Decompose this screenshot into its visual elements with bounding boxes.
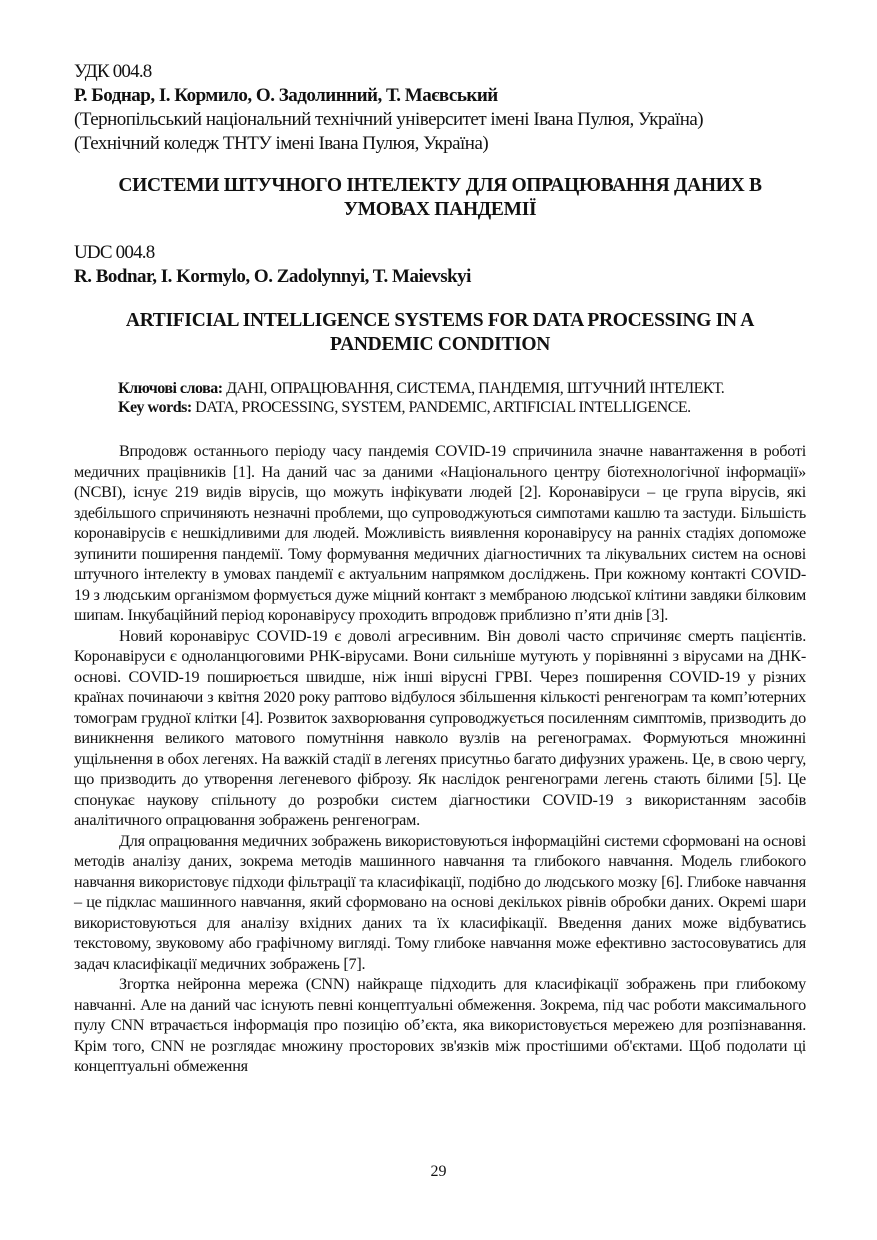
udc-code-ua: УДК 004.8 — [74, 61, 152, 82]
page-number: 29 — [430, 1163, 447, 1180]
udc-code-en: UDC 004.8 — [74, 242, 155, 263]
paragraph: Згортка нейронна мережа (CNN) найкраще підходить для класифікації зображень при глибокому навчанні. Але на даний час існують певні концептуальні обмеження. Зокрема, під час роботи максимального пулу CNN втрачається інформація про позицію об’єкта, яка використовується мережею для розпізнавання. Крім того, CNN не розглядає множину просторових зв'язків між простішими об'єктами. Щоб подолати ці концептуальні обмеження — [74, 975, 806, 1075]
paper-page — [74, 60, 806, 1077]
body-text — [74, 441, 806, 1077]
keywords-en — [118, 398, 806, 417]
paper-title-en: ARTIFICIAL INTELLIGENCE SYSTEMS FOR DATA PROCESSING IN A PANDEMIC CONDITION — [125, 310, 755, 355]
affiliation-ua-2: (Технічний коледж ТНТУ імені Івана Пулюя, Україна) — [74, 133, 489, 154]
paper-title-ua: СИСТЕМИ ШТУЧНОГО ІНТЕЛЕКТУ ДЛЯ ОПРАЦЮВАННЯ ДАНИХ В УМОВАХ ПАНДЕМІЇ — [118, 175, 762, 220]
keywords-en-value: DATA, PROCESSING, SYSTEM, PANDEMIC, ARTIFICIAL INTELLIGENCE. — [195, 399, 691, 416]
paragraph: Новий коронавірус COVID-19 є доволі агресивним. Він доволі часто спричиняє смерть пацієнтів. Коронавіруси є одноланцюговими РНК-вірусами. Вони сильніше мутують у порівнянні з вірусами на ДНК-основі. COVID-19 поширюється швидше, ніж інші вірусні ГРВІ. Через поширення COVID-19 у різних країнах починаючи з квітня 2020 року раптово відбулося збільшення кількості ренгенограм та комп’ютерних томограм грудної клітки [4]. Розвиток захворювання супроводжується посиленням симптомів, призводить до виникнення великого матового помутніння навколо вузлів на регенограмах. Формуються множинні ущільнення в обох легенях. На важкій стадії в легенях присутньо багато дифузних уражень. Це, в свою чергу, що призводить до утворення легеневого фіброзу. Як наслідок ренгенограми легень стають білими [5]. Це спонукає наукову спільноту до розробки систем діагностики COVID-19 з використанням засобів аналітичного опрацювання зображень ренгенограм. — [74, 626, 806, 829]
paragraph: Впродовж останнього періоду часу пандемія COVID-19 спричинила значне навантаження в роботі медичних працівників [1]. На даний час за даними «Національного центру біотехнологічної інформації» (NCBI), існує 219 видів вірусів, що можуть інфікувати людей [2]. Коронавіруси – це група вірусів, які здебільшого спричиняють незначні проблеми, що супроводжуються симпотами кашлю та застуди. Більшість коронавірусів є нешкідливими для людей. Можливість виявлення коронавірусу на ранніх стадіях допоможе зупинити поширення пандемії. Тому формування медичних діагностичних та лікувальних систем на основі штучного інтелекту в умовах пандемії є актуальним напрямком досліджень. При кожному контакті COVID-19 з людським організмом формується дуже міцний контакт з мембраною людської клітини завдяки білковим шипам. Інкубаційний період коронавірусу проходить впродовж приблизно п’яти днів [3]. — [74, 442, 806, 624]
keywords-ua-label: Ключові слова: — [118, 380, 223, 397]
authors-en: R. Bodnar, I. Kormylo, O. Zadolynnyi, T. Maievskyi — [74, 266, 471, 287]
keywords-block — [74, 379, 806, 417]
authors-ua: Р. Боднар, І. Кормило, О. Задолинний, Т. Маєвський — [74, 85, 498, 106]
keywords-en-label: Key words: — [118, 399, 192, 416]
paragraph: Для опрацювання медичних зображень використовуються інформаційні системи сформовані на основі методів аналізу даних, зокрема методів машинного навчання та глибокого навчання. Модель глибокого навчання використовує підходи фільтрації та класифікації, подібно до людського мозку [6]. Глибоке навчання – це підклас машинного навчання, який сформовано на основі декількох рівнів обробки даних. Окремі шари використовуються для аналізу вхідних даних та їх класифікації. Введення даних може відбуватись текстовому, звуковому або графічному вигляді. Тому глибоке навчання може ефективно застосовуватись для задач класифікації медичних зображень [7]. — [74, 831, 806, 973]
keywords-ua — [118, 379, 806, 398]
keywords-ua-value: ДАНІ, ОПРАЦЮВАННЯ, СИСТЕМА, ПАНДЕМІЯ, ШТУЧНИЙ ІНТЕЛЕКТ. — [226, 380, 725, 397]
affiliation-ua-1: (Тернопільський національний технічний університет імені Івана Пулюя, Україна) — [74, 109, 704, 130]
